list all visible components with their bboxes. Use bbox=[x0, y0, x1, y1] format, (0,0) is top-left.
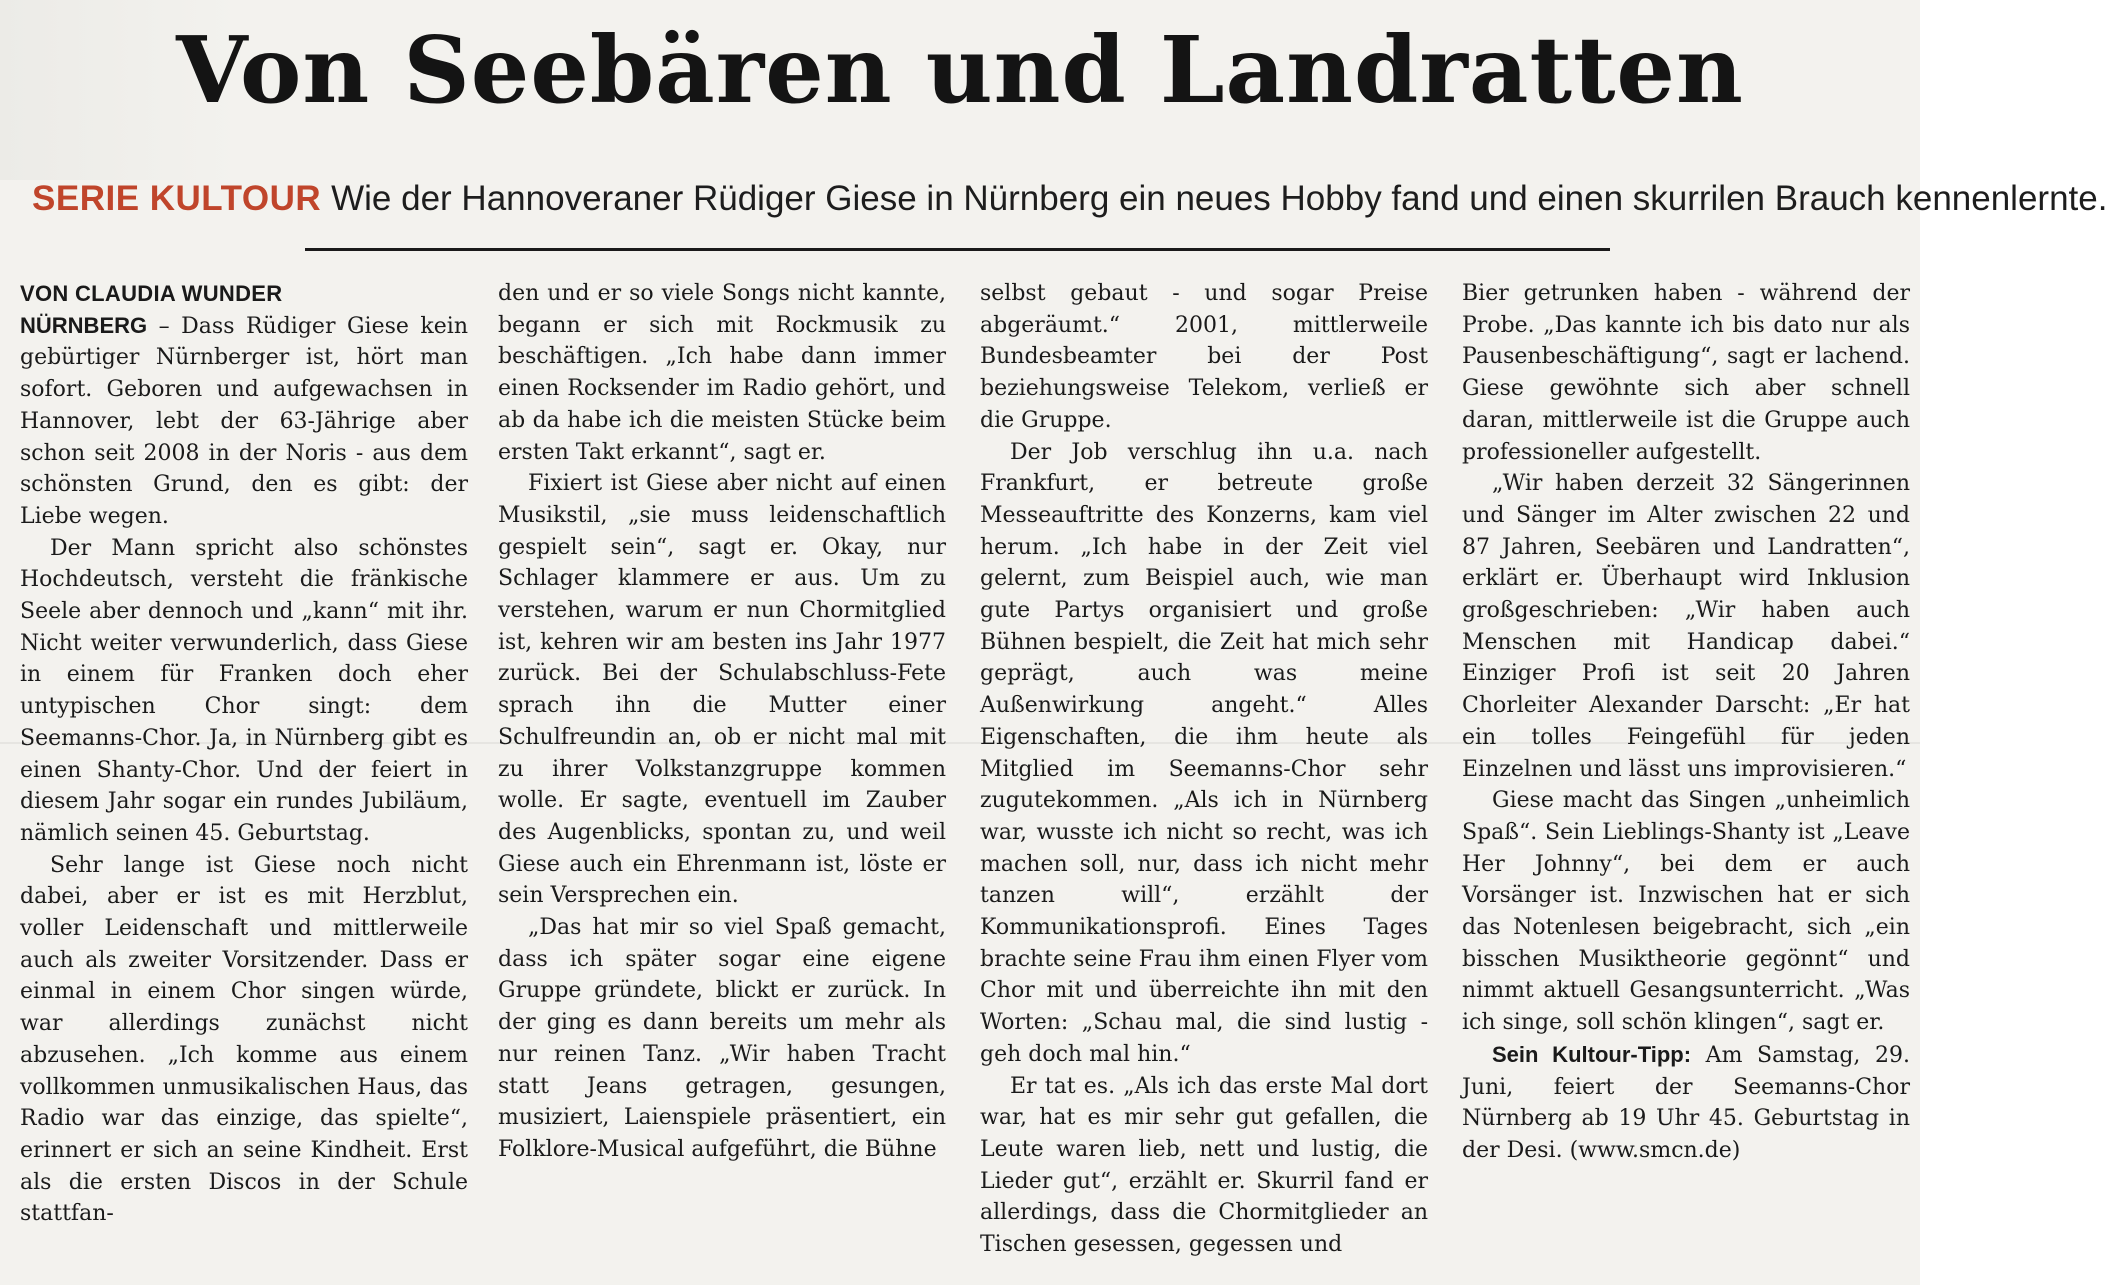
paragraph-text: – Dass Rüdiger Giese kein gebürtiger Nürnberger ist, hört man sofort. Geboren und aufgewachsen in Hannover, lebt der 63-Jährige aber schon seit 2008 in der Noris - aus dem schönsten Grund, den es gibt: der Liebe wegen. bbox=[20, 313, 468, 529]
byline: VON CLAUDIA WUNDER bbox=[20, 281, 283, 306]
subline bbox=[32, 178, 2107, 220]
article-body bbox=[20, 278, 1910, 1258]
paragraph bbox=[20, 310, 468, 533]
headline: Von Seebären und Landratten bbox=[176, 16, 1744, 124]
headline-divider bbox=[305, 248, 1610, 251]
paper-fold-line bbox=[0, 742, 1920, 744]
tipp-text: Am Samstag, 29. Juni, feiert der Seemanns-Chor Nürnberg ab 19 Uhr 45. Geburtstag in der Desi. (www.smcn.de) bbox=[1462, 1042, 1910, 1163]
paragraph: Der Job verschlug ihn u.a. nach Frankfurt, er betreute große Messeauftritte des Konzerns, kam viel herum. „Ich habe in der Zeit viel gelernt, zum Beispiel auch, wie man gute Partys organisiert und große Bühnen bespielt, die Zeit hat mich sehr geprägt, auch was meine Außenwirkung angeht.“ Alles Eigenschaften, die ihm heute als Mitglied im Seemanns-Chor sehr zugutekommen. „Als ich in Nürnberg war, wusste ich nicht so recht, was ich machen soll, nur, dass ich nicht mehr tanzen will“, erzählt der Kommunikationsprofi. Eines Tages brachte seine Frau ihm einen Flyer vom Chor mit und überreichte ihn mit den Worten: „Schau mal, die sind lustig - geh doch mal hin.“ bbox=[980, 439, 1428, 1067]
column-1 bbox=[20, 278, 468, 1230]
paragraph: „Das hat mir so viel Spaß gemacht, dass ich später sogar eine eigene Gruppe gründete, blickt er zurück. In der ging es dann bereits um mehr als nur reinen Tanz. „Wir haben Tracht statt Jeans getragen, gesungen, musiziert, Laienspiele präsentiert, ein Folklore-Musical aufgeführt, die Bühne bbox=[498, 915, 946, 1162]
paragraph: selbst gebaut - und sogar Preise abgeräumt.“ 2001, mittlerweile Bundesbeamter bei der Post beziehungsweise Telekom, verließ er die Gruppe. bbox=[980, 281, 1428, 433]
paragraph: Er tat es. „Als ich das erste Mal dort war, hat es mir sehr gut gefallen, die Leute waren lieb, nett und lustig, die Lieder gut“, erzählt er. Skurril fand er allerdings, dass die Chormitglieder an Tischen gesessen, gegessen und bbox=[980, 1073, 1428, 1258]
kultour-tipp bbox=[1462, 1039, 1910, 1167]
column-4 bbox=[1462, 278, 1910, 1167]
paragraph: „Wir haben derzeit 32 Sängerinnen und Sänger im Alter zwischen 22 und 87 Jahren, Seebären und Landratten“, erklärt er. Überhaupt wird Inklusion großgeschrieben: „Wir haben auch Menschen mit Handicap dabei.“ Einziger Profi ist seit 20 Jahren Chorleiter Alexander Darscht: „Er hat ein tolles Feingefühl für jeden Einzelnen und lässt uns improvisieren.“ bbox=[1462, 471, 1910, 782]
column-2 bbox=[498, 278, 946, 1166]
dateline: NÜRNBERG bbox=[20, 312, 148, 338]
paragraph: den und er so viele Songs nicht kannte, begann er sich mit Rockmusik zu beschäftigen. „Ich habe dann immer einen Rocksender im Radio gehört, und ab da habe ich die meisten Stücke beim ersten Takt erkannt“, sagt er. bbox=[498, 281, 946, 465]
paragraph: Giese macht das Singen „unheimlich Spaß“. Sein Lieblings-Shanty ist „Leave Her Johnny“, bei dem er auch Vorsänger ist. Inzwischen hat er sich das Notenlesen beigebracht, sich „ein bisschen Musiktheorie gegönnt“ und nimmt aktuell Gesangsunterricht. „Was ich singe, soll schön klingen“, sagt er. bbox=[1462, 788, 1910, 1036]
paragraph: Der Mann spricht also schönstes Hochdeutsch, versteht die fränkische Seele aber dennoch und „kann“ mit ihr. Nicht weiter verwunderlich, dass Giese in einem für Franken doch eher untypischen Chor singt: dem Seemanns-Chor. Ja, in Nürnberg gibt es einen Shanty-Chor. Und der feiert in diesem Jahr sogar ein rundes Jubiläum, nämlich seinen 45. Geburtstag. bbox=[20, 535, 468, 846]
series-kicker: SERIE KULTOUR bbox=[32, 179, 322, 218]
subline-text: Wie der Hannoveraner Rüdiger Giese in Nürnberg ein neues Hobby fand und einen skurrilen Brauch kennenlernte. bbox=[331, 179, 2107, 218]
column-3 bbox=[980, 278, 1428, 1261]
paragraph: Sehr lange ist Giese noch nicht dabei, aber er ist es mit Herzblut, voller Leidenschaft und mittlerweile auch als zweiter Vorsitzender. Dass er einmal in einem Chor singen würde, war allerdings zunächst nicht abzusehen. „Ich komme aus einem vollkommen unmusikalischen Haus, das Radio war das einzige, das spielte“, erinnert er sich an seine Kindheit. Erst als die ersten Discos in der Schule stattfan- bbox=[20, 852, 468, 1227]
paragraph: Fixiert ist Giese aber nicht auf einen Musikstil, „sie muss leidenschaftlich gespielt sein“, sagt er. Okay, nur Schlager klammere er aus. Um zu verstehen, warum er nun Chormitglied ist, kehren wir am besten ins Jahr 1977 zurück. Bei der Schulabschluss-Fete sprach ihn die Mutter einer Schulfreundin an, ob er nicht mal mit zu ihrer Volkstanzgruppe kommen wolle. Er sagte, eventuell im Zauber des Augenblicks, spontan zu, und weil Giese auch ein Ehrenmann ist, löste er sein Versprechen ein. bbox=[498, 471, 946, 909]
paragraph: Bier getrunken haben - während der Probe. „Das kannte ich bis dato nur als Pausenbeschäftigung“, sagt er lachend. Giese gewöhnte sich aber schnell daran, mittlerweile ist die Gruppe auch professioneller aufgestellt. bbox=[1462, 281, 1910, 465]
tipp-label: Sein Kultour-Tipp: bbox=[1492, 1041, 1692, 1067]
